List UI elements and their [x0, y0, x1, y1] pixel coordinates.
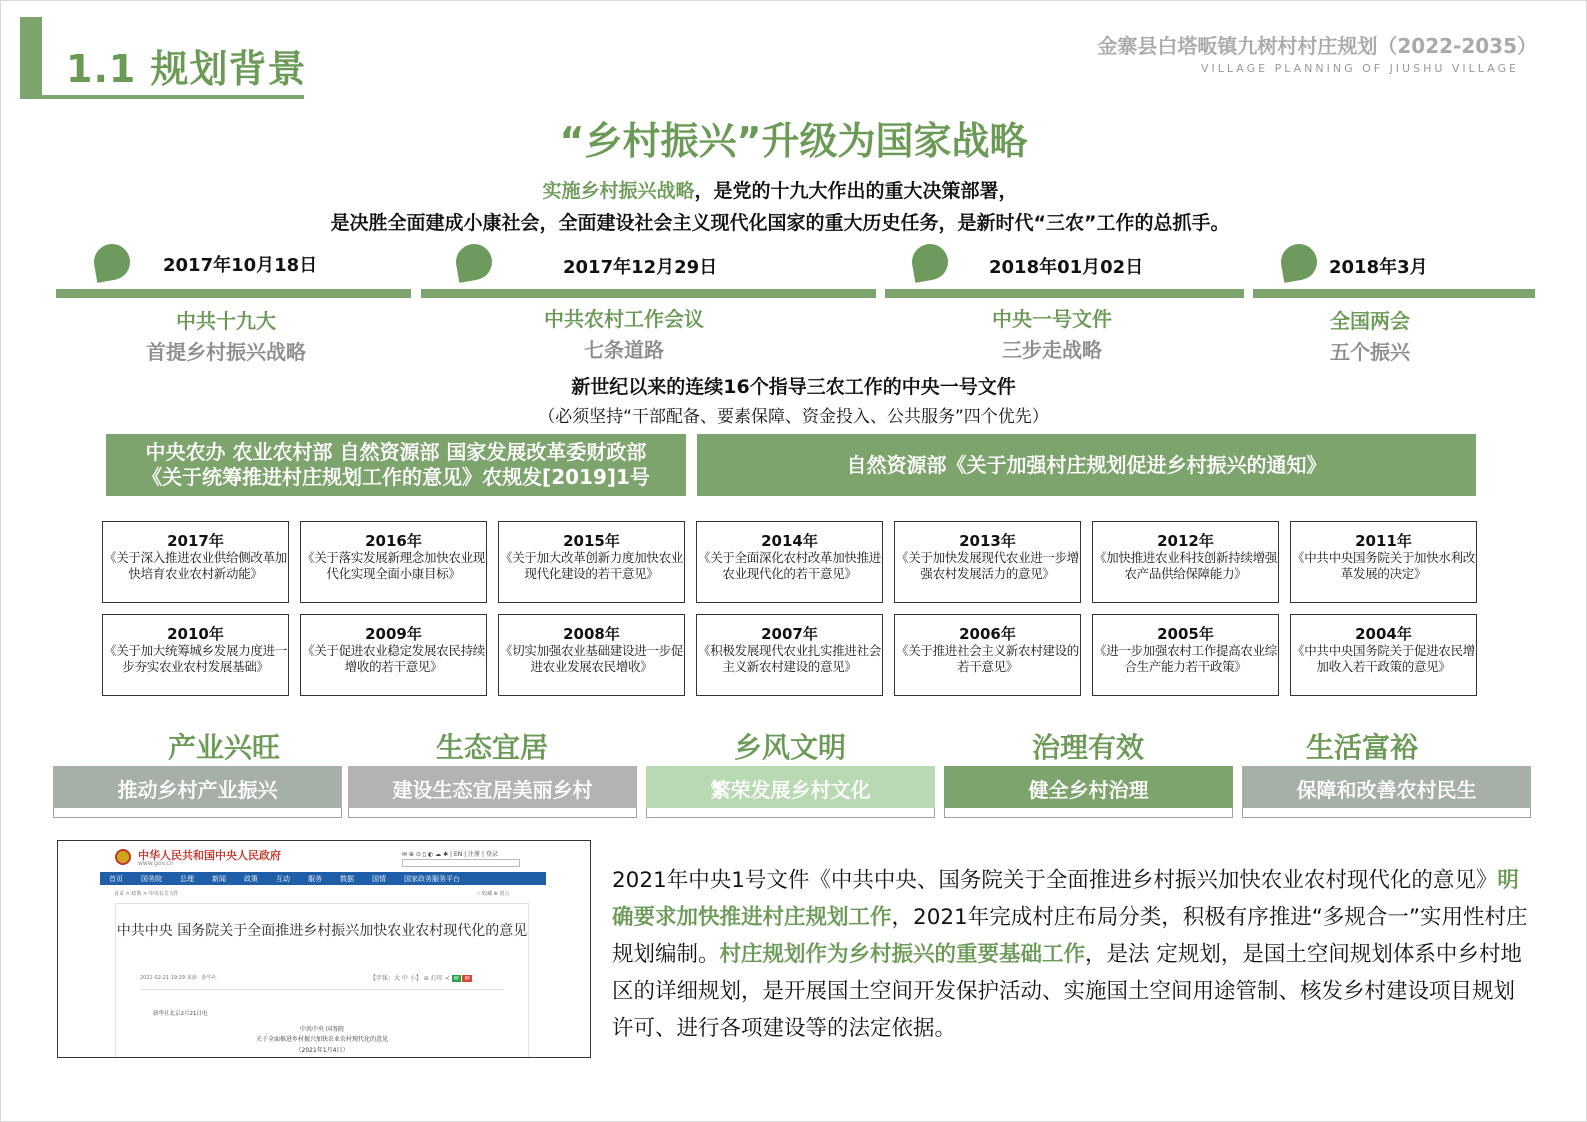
document-title: 《关于加快发展现代农业进一步增强农村发展活力的意见》 — [896, 550, 1080, 581]
gov-webpage-screenshot — [57, 840, 591, 1058]
timeline-date: 2017年12月29日 — [563, 257, 718, 278]
gov-search-box — [402, 859, 520, 867]
document-year: 2016年 — [365, 532, 422, 550]
timeline-bar — [885, 289, 1244, 298]
gov-site-name: 中华人民共和国中央人民政府 — [138, 849, 281, 862]
policy-banner-left-line1: 中央农办 农业农村部 自然资源部 国家发展改革委财政部 — [145, 440, 647, 464]
policy-banner-right — [697, 434, 1476, 496]
document-title: 《切实加强农业基础建设进一步促进农业发展农民增收》 — [500, 643, 684, 674]
gov-article-org: 中共中央 国务院 — [300, 1026, 344, 1033]
timeline-event-title: 中共十九大 — [176, 309, 276, 333]
document-box — [498, 614, 685, 696]
document-title: 《关于促进农业稳定发展农民持续增收的若干意见》 — [302, 643, 486, 674]
document-title: 《关于推进社会主义新农村建设的若干意见》 — [896, 643, 1080, 674]
document-box — [1092, 614, 1279, 696]
timeline-bar — [421, 289, 876, 298]
goal-band — [1242, 766, 1531, 818]
gov-nav-item: 新闻 — [212, 874, 226, 883]
gov-article-divider — [140, 989, 504, 990]
gov-article-doc-name: 关于全面推进乡村振兴加快农业农村现代化的意见 — [255, 1036, 388, 1043]
document-year: 2013年 — [959, 532, 1016, 550]
document-year: 2008年 — [563, 625, 620, 643]
document-box — [1092, 521, 1279, 603]
goal-band — [53, 766, 342, 818]
timeline-event-detail: 七条道路 — [584, 338, 664, 362]
gov-nav-item: 首页 — [109, 874, 123, 883]
timeline-date: 2018年3月 — [1329, 257, 1428, 278]
intro-line-1 — [0, 176, 1560, 203]
paragraph-highlight: 村庄规划作为乡村振兴的重要基础工作 — [719, 942, 1086, 967]
paragraph-text: 2021年中央1号文件《中共中央、国务院关于全面推进乡村振兴加快农业农村现代化的意见》 — [612, 868, 1498, 893]
timeline-date: 2017年10月18日 — [163, 255, 318, 276]
timeline-event-detail: 首提乡村振兴战略 — [146, 340, 306, 364]
title-accent-bar — [20, 17, 42, 99]
gov-nav-item: 数据 — [340, 874, 354, 883]
timeline-event-title: 中共农村工作会议 — [544, 307, 704, 331]
paragraph-text: ，是法 定规划，是国土空间规划体系中乡村地区的详细规划，是开展国土空间开发保护活动、实施国土空间用途管制、核发乡村建设项目规划许可、进行各项建设等的法定依据。 — [612, 942, 1522, 1041]
document-box — [498, 521, 685, 603]
paragraph-text: ，2021年完成村庄布局分类，积极有序推进“多规合一”实用性村庄规划编制。 — [612, 905, 1528, 967]
document-year: 2010年 — [167, 625, 224, 643]
intro-line-2: 是决胜全面建成小康社会，全面建设社会主义现代化国家的重大历史任务，是新时代“三农”工作的总抓手。 — [330, 212, 1230, 234]
timeline-event-title: 中央一号文件 — [992, 307, 1112, 331]
goal-task: 健全乡村治理 — [1028, 778, 1149, 802]
gov-nav-item: 服务 — [308, 874, 322, 883]
document-year: 2005年 — [1157, 625, 1214, 643]
document-box — [300, 521, 487, 603]
timeline-event — [932, 303, 1172, 363]
document-year: 2014年 — [761, 532, 818, 550]
gov-share-top: ☆ 收藏 ⊕ 留言 — [476, 891, 510, 897]
weibo-share-icon: ✉ — [464, 975, 470, 982]
goal-task: 繁荣发展乡村文化 — [710, 778, 871, 802]
document-box — [102, 614, 289, 696]
document-box — [300, 614, 487, 696]
gov-nav-item: 政策 — [244, 874, 258, 883]
gov-nav-item: 总理 — [180, 874, 194, 883]
document-box — [1290, 521, 1477, 603]
intro-highlight: 实施乡村振兴战略 — [542, 180, 695, 202]
goal-band-base — [646, 808, 935, 818]
timeline-bar — [1253, 289, 1535, 298]
gov-article-tools — [370, 973, 472, 982]
paragraph-highlight: 明确要求加快推进村庄规划工作 — [612, 868, 1519, 930]
document-box — [696, 521, 883, 603]
goal-task: 保障和改善农村民生 — [1296, 778, 1477, 802]
gov-nav-item: 互动 — [276, 874, 290, 883]
project-title: 金寨县白塔畈镇九树村村庄规划（2022-2035） — [1097, 34, 1537, 58]
goal-title: 生活富裕 — [1305, 731, 1418, 764]
timeline-event — [106, 305, 346, 365]
goal-task: 建设生态宜居美丽乡村 — [392, 778, 593, 802]
document-year: 2007年 — [761, 625, 818, 643]
gov-top-tools: ✉ ⊕ ⊙ ▯ ◐ ☁ ✱ | EN | 注册 | 登录 — [402, 851, 498, 858]
gov-breadcrumb: 首页 > 政策 > 中央有关文件 — [114, 891, 179, 897]
gov-font-size-tools: 【字体：大 中 小】 ⊖ 打印 ≺ — [370, 975, 450, 982]
timeline-event-detail: 五个振兴 — [1330, 340, 1410, 364]
goal-band — [646, 766, 935, 818]
timeline-event-detail: 三步走战略 — [1002, 338, 1102, 362]
document-box — [894, 614, 1081, 696]
timeline-date: 2018年01月02日 — [989, 257, 1144, 278]
goal-title: 治理有效 — [1031, 731, 1144, 764]
gov-nav-bar — [100, 872, 546, 885]
document-year: 2015年 — [563, 532, 620, 550]
timeline-event — [504, 303, 744, 363]
document-title: 《关于加大统筹城乡发展力度进一步夯实农业农村发展基础》 — [104, 643, 288, 674]
document-title: 《中共中央国务院关于促进农民增加收入若干政策的意见》 — [1292, 643, 1476, 674]
policy-paragraph — [612, 862, 1532, 1047]
document-title: 《关于加大改革创新力度加快农业现代化建设的若干意见》 — [500, 550, 684, 581]
goal-band-base — [53, 808, 342, 818]
policy-banner-right-text: 自然资源部《关于加强村庄规划促进乡村振兴的通知》 — [846, 452, 1327, 477]
gov-article-dateline: 新华社北京2月21日电 — [153, 1011, 208, 1017]
national-emblem-icon — [115, 849, 131, 865]
document-title: 《进一步加强农村工作提高农业综合生产能力若干政策》 — [1094, 643, 1278, 674]
policy-banner-left-line2: 《关于统筹推进村庄规划工作的意见》农规发[2019]1号 — [142, 465, 650, 489]
goal-title: 生态宜居 — [435, 731, 548, 764]
document-title: 《积极发展现代农业扎实推进社会主义新农村建设的意见》 — [698, 643, 882, 674]
goal-band-base — [348, 808, 637, 818]
document-box — [696, 614, 883, 696]
goal-band — [944, 766, 1233, 818]
intro-line-1-text: ，是党的十九大作出的重大决策部署， — [694, 180, 1018, 202]
document-title: 《关于落实发展新理念加快农业现代化实现全面小康目标》 — [302, 550, 486, 581]
section-title: 1.1 规划背景 — [66, 47, 307, 91]
series-subtitle: （必须坚持“干部配备、要素保障、资金投入、公共服务”四个优先） — [538, 407, 1049, 427]
document-title: 《中共中央国务院关于加快水利改革发展的决定》 — [1292, 550, 1476, 581]
project-subtitle: VILLAGE PLANNING OF JIUSHU VILLAGE — [1201, 62, 1519, 75]
gov-nav-item: 国情 — [372, 874, 386, 883]
document-year: 2004年 — [1355, 625, 1412, 643]
document-year: 2009年 — [365, 625, 422, 643]
document-box — [1290, 614, 1477, 696]
document-year: 2012年 — [1157, 532, 1214, 550]
document-box — [102, 521, 289, 603]
gov-nav-item: 国务院 — [141, 874, 162, 883]
timeline-event — [1250, 305, 1490, 365]
title-underline — [42, 95, 304, 99]
goal-task: 推动乡村产业振兴 — [117, 778, 278, 802]
document-title: 《关于深入推进农业供给侧改革加快培育农业农村新动能》 — [104, 550, 288, 581]
document-box — [894, 521, 1081, 603]
headline: “乡村振兴”升级为国家战略 — [559, 119, 1028, 163]
goal-title: 产业兴旺 — [167, 731, 280, 764]
document-title: 《关于全面深化农村改革加快推进农业现代化的若干意见》 — [698, 550, 882, 581]
timeline-bar — [56, 289, 411, 298]
policy-banner-left — [106, 434, 686, 496]
goal-band-base — [1242, 808, 1531, 818]
document-year: 2017年 — [167, 532, 224, 550]
document-year: 2006年 — [959, 625, 1016, 643]
gov-article-meta: 2021-02-21 19:29 来源：新华社 — [140, 975, 217, 981]
timeline-event-title: 全国两会 — [1330, 309, 1410, 333]
wechat-share-icon: ✉ — [453, 975, 459, 982]
goal-title: 乡风文明 — [733, 731, 846, 764]
document-title: 《加快推进农业科技创新持续增强农产品供给保障能力》 — [1094, 550, 1278, 581]
series-title: 新世纪以来的连续16个指导三农工作的中央一号文件 — [571, 376, 1016, 398]
gov-article-doc-date: （2021年1月4日） — [295, 1047, 349, 1054]
gov-article-title: 中共中央 国务院关于全面推进乡村振兴加快农业农村现代化的意见 — [116, 923, 528, 939]
document-year: 2011年 — [1355, 532, 1412, 550]
gov-site-url: www.gov.cn — [138, 860, 174, 867]
goal-band — [348, 766, 637, 818]
goal-band-base — [944, 808, 1233, 818]
gov-nav-item: 国家政务服务平台 — [404, 874, 460, 883]
